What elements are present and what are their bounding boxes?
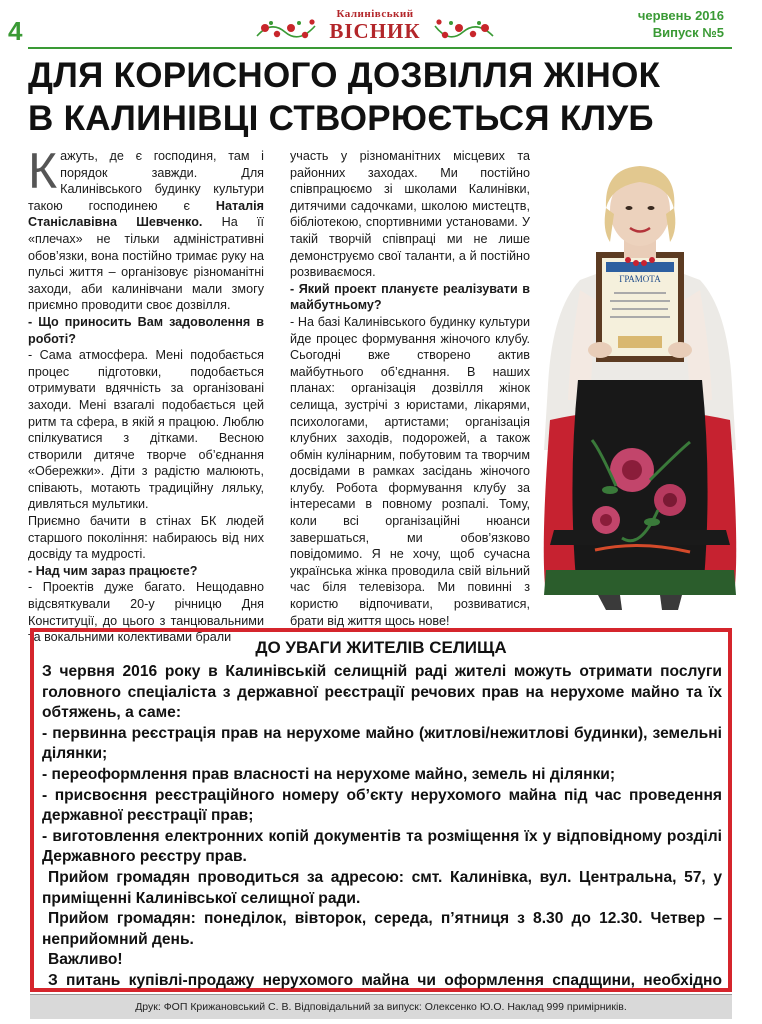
issue-number: Випуск №5: [652, 25, 724, 40]
notice-box: [30, 628, 732, 992]
headline-line-1: ДЛЯ КОРИСНОГО ДОЗВІЛЛЯ ЖІНОК: [28, 56, 661, 95]
notice-important-label: Важливо!: [48, 951, 123, 969]
headline-line-2: В КАЛИНІВЦІ СТВОРЮЄТЬСЯ КЛУБ: [28, 99, 654, 138]
masthead: [0, 0, 762, 52]
article-column-1: [28, 143, 264, 646]
article-headline: [28, 54, 738, 140]
notice-item: - виготовлення електронних копій документів та розміщення їх у відповідному розділі Державного реєстру прав.: [42, 827, 722, 866]
drop-cap: К: [28, 143, 58, 199]
notice-item: - присвоєння реєстраційного номеру об’єкту нерухомого майна під час проведення державної реєстрації прав;: [42, 786, 722, 825]
logo-title: ВІСНИК: [329, 19, 421, 43]
intro-text-a: ажуть, де є господиня, там і порядок завжди. Для Калинівського будинку культури такою господинею є: [28, 149, 264, 213]
article-column-2: [290, 148, 530, 629]
notice-item: - первинна реєстрація прав на нерухоме майно (житлові/нежитлові будинки), земельні ділянки;: [42, 724, 722, 763]
notice-intro: З червня 2016 року в Калинівській селищній раді жителі можуть отримати послуги головного спеціаліста з державної реєстрації речових прав на нерухоме майно та їх обтяжень, а саме:: [42, 663, 722, 722]
notice-address: Прийом громадян проводиться за адресою: смт. Калинівка, вул. Центральна, 57, у приміщенні Калинівської селищної ради.: [42, 868, 722, 907]
intro-text-b: На її «плечах» не тільки адміністративні обов’язки, вона постійно тримає руку на пульсі життя – організовує різноманітні заходи, аби калинівчани мали змогу приємно проводити своє дозвілля.: [28, 215, 264, 313]
notice-important-text: З питань купівлі-продажу нерухомого майна чи оформлення спадщини, необхідно: [48, 971, 722, 989]
notice-title: ДО УВАГИ ЖИТЕЛІВ СЕЛИЩА: [255, 638, 507, 657]
question-1: - Що приносить Вам задоволення в роботі?: [28, 314, 264, 346]
interviewee-name: Наталія Станіславівна Шевченко.: [28, 198, 264, 230]
certificate-text: ГРАМОТА: [619, 274, 661, 284]
answer-2-part-2: участь у різноманітних місцевих та районних заходах. Ми постійно співпрацюємо зі школами Калинівки, дитячими садочками, школою мистецтв, бібліотекою, спортивними установами. У такій творчій співпраці ми не лише демонструємо свої таланти, а й постійно розвиваємося.: [290, 149, 530, 280]
answer-1-continued: Приємно бачити в стінах БК людей старшого покоління: набираюсь від них досвіду та мудрості.: [28, 514, 264, 562]
logo-subtitle: Калинівський: [336, 8, 414, 20]
question-3: - Який проект плануєте реалізувати в майбутньому?: [290, 281, 530, 313]
issue-date: червень 2016: [637, 8, 724, 23]
notice-body: [42, 662, 722, 1012]
page-number: 4: [8, 16, 23, 46]
masthead-divider: [28, 47, 732, 49]
notice-item: - переоформлення прав власності на нерухоме майно, земель ні ділянки;: [42, 765, 616, 783]
answer-1: - Сама атмосфера. Мені подобається процес підготовки, подобається отримувати вдячність за організовані заходи. Мені взагалі подобається цей ритм та сфера, в якій я працюю. Люблю спілкуватися з дітками. Весною створили дитяче творче об’єднання «Обережки». Діти з радістю малюють, співають, мотають традиційну ляльку, дивляться мультики.: [28, 348, 264, 512]
newspaper-logo: [255, 6, 495, 46]
notice-hours: Прийом громадян: понеділок, вівторок, середа, п’ятниця з 8.30 до 12.30. Четвер – неприйомний день.: [42, 910, 722, 948]
answer-2-part-1: - Проектів дуже багато. Нещодавно відсвяткували 20-у річницю Дня Конституції, до цього з танцювальними та вокальними колективами брали: [28, 580, 264, 645]
article-intro: [28, 143, 264, 314]
interviewee-photo: [540, 150, 740, 610]
embroidery-ornament-right-icon: [433, 14, 495, 46]
imprint-footer: Друк: ФОП Крижановський С. В. Відповідальний за випуск: Олексенко Ю.О. Наклад 999 примірників.: [30, 994, 732, 1019]
answer-3: - На базі Калинівського будинку культури йде процес формування жіночого клубу. Сьогодні вже створено актив майбутнього об’єднання. В наших планах: організація дозвілля жінок селища, зустрічі з юристами, лікарями, психологами, артистами; організація клубних заходів, подорожей, а також обмін кулінарним, побутовим та творчим досвідами в рамках засідань жіночого клубу. Робота формування клубу за інтересами в повному розпалі. Тому, коли всі організаційні нюанси завершаться, ми обов’язково повідомимо. Я не хочу, щоб сучасна українська жінка проводила свій вільний час біля телевізора. Ми повинні з користю відпочивати, розвиватися, брати від життя щось нове!: [290, 314, 530, 628]
question-2: - Над чим зараз працюєте?: [28, 563, 198, 578]
